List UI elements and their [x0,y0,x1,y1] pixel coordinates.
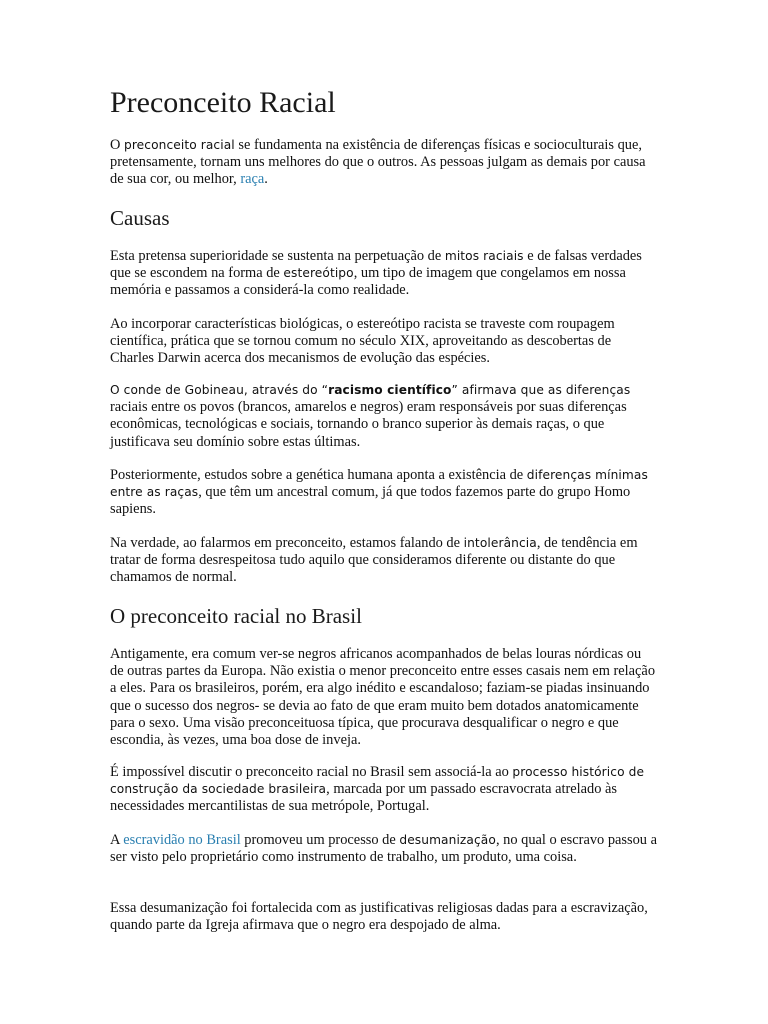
causas-paragraph-3: O conde de Gobineau, através do “racismo científico” afirmava que as diferenças raciais entre os povos (brancos, amarelos e negros) eram responsáveis por suas diferenças econômicas, tecnológicas e sociais, tornando o branco superior às demais raças, o que justificava seu domínio sobre estas últimas. [110,383,631,450]
causas-paragraph-2: Ao incorporar características biológicas, o estereótipo racista se traveste com roupagem científica, prática que se tornou comum no século XIX, aproveitando as descobertas de Charles Darwin acerca dos mecanismos de evolução das espécies. [110,316,615,367]
highlight-term: processo histórico de construção da sociedade brasileira [110,765,645,797]
brasil-paragraph-2: É impossível discutir o preconceito racial no Brasil sem associá-la ao processo histórico de construção da sociedade brasileira, marcada por um passado escravocrata atrelado às necessidades mercantilistas de sua metrópole, Portugal. [110,764,645,815]
highlight-term: intolerância [463,536,537,550]
causas-paragraph-5: Na verdade, ao falarmos em preconceito, estamos falando de intolerância, de tendência em tratar de forma desrespeitosa tudo aquilo que consideramos diferente ou distante do que chamamos de normal. [110,535,638,586]
link-escravidao-no-brasil[interactable]: escravidão no Brasil [123,832,241,848]
highlight-term: preconceito racial [124,138,235,152]
highlight-term: mitos raciais [444,249,524,263]
heading-brasil: O preconceito racial no Brasil [110,604,362,628]
highlight-term: racismo científico [328,383,452,397]
highlight-term: diferenças mínimas entre as raças [110,468,648,500]
causas-paragraph-4: Posteriormente, estudos sobre a genética humana aponta a existência de diferenças mínimas entre as raças, que têm um ancestral comum, já que todos fazemos parte do grupo Homo sapiens. [110,467,648,518]
heading-causas: Causas [110,206,170,230]
causas-paragraph-1: Esta pretensa superioridade se sustenta na perpetuação de mitos raciais e de falsas verdades que se escondem na forma de estereótipo, um tipo de imagem que congelamos em nossa memória e passamos a considerá-la como realidade. [110,248,642,299]
highlight-term: estereótipo [283,266,354,281]
highlight-term: desumanização [399,833,496,847]
link-raca[interactable]: raça [240,171,265,188]
brasil-paragraph-3: A escravidão no Brasil promoveu um processo de desumanização, no qual o escravo passou a ser visto pelo proprietário como instrumento de trabalho, um produto, uma coisa. [110,832,657,866]
brasil-paragraph-4: Essa desumanização foi fortalecida com as justificativas religiosas dadas para a escravização, quando parte da Igreja afirmava que o negro era despojado de alma. [110,900,648,934]
intro-paragraph: O preconceito racial se fundamenta na existência de diferenças físicas e socioculturais que, pretensamente, tornam uns melhores do que o outros. As pessoas julgam as demais por causa de sua cor, ou melhor, raça. [110,137,646,188]
brasil-paragraph-1: Antigamente, era comum ver-se negros africanos acompanhados de belas louras nórdicas ou de outras partes da Europa. Não existia o menor preconceito entre esses casais nem em relação a eles. Para os brasileiros, porém, era algo inédito e escandaloso; faziam-se piadas insinuando que o sucesso dos negros- se devia ao fato de que eram muito bem dotados anatomicamente para o sexo. Uma visão preconceituosa típica, que procurava desqualificar o negro e que escondia, às vezes, uma boa dose de inveja. [110,646,656,749]
page-title: Preconceito Racial [110,86,336,119]
